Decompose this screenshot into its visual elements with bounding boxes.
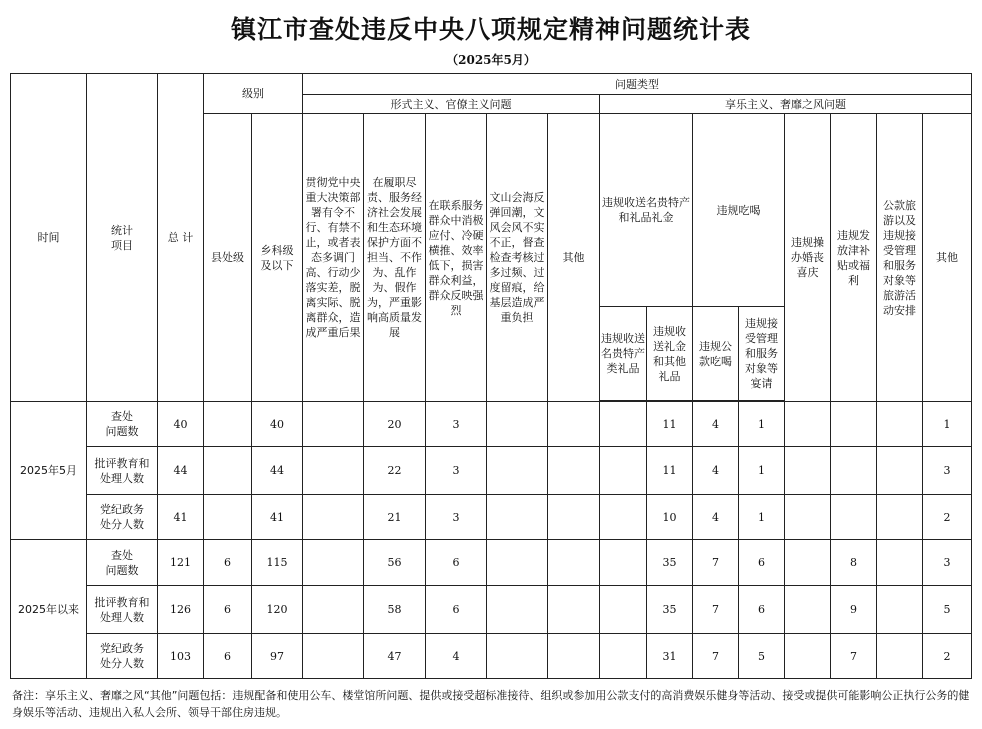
value-cell: 44 xyxy=(158,447,204,495)
value-cell xyxy=(785,447,831,495)
value-cell xyxy=(204,447,252,495)
value-cell xyxy=(877,402,923,447)
value-cell xyxy=(487,540,548,586)
value-cell: 120 xyxy=(252,586,303,634)
value-cell: 7 xyxy=(693,540,739,586)
header-formalism-other: 其他 xyxy=(548,114,600,402)
value-cell: 41 xyxy=(252,495,303,540)
value-cell: 7 xyxy=(693,634,739,679)
row-label: 查处 问题数 xyxy=(87,402,158,447)
row-label: 党纪政务 处分人数 xyxy=(87,634,158,679)
value-cell: 1 xyxy=(739,402,785,447)
header-gift: 违规收送名贵特产和礼品礼金 xyxy=(600,114,693,307)
value-cell: 6 xyxy=(426,586,487,634)
footnote: 备注：享乐主义、奢靡之风“其他”问题包括：违规配备和使用公车、楼堂馆所问题、提供或接受超标准接待、组织或参加用公款支付的高消费娱乐健身等活动、接受或提供可能影响公正执行公务的健身娱乐等活动、违规出入私人会所、领导干部住房违规。 xyxy=(12,689,970,719)
value-cell: 10 xyxy=(647,495,693,540)
header-travel: 公款旅游以及违规接受管理和服务对象等旅游活动安排 xyxy=(877,114,923,402)
value-cell xyxy=(785,540,831,586)
header-eating: 违规吃喝 xyxy=(693,114,785,307)
header-time: 时间 xyxy=(11,74,87,402)
header-county-level: 县处级 xyxy=(204,114,252,402)
value-cell: 6 xyxy=(204,586,252,634)
header-gift-cash: 违规收送礼金和其他礼品 xyxy=(647,307,693,401)
value-cell xyxy=(600,402,647,447)
header-eating-banquet: 违规接受管理和服务对象等宴请 xyxy=(739,307,785,401)
header-formalism: 形式主义、官僚主义问题 xyxy=(303,95,600,114)
value-cell xyxy=(877,634,923,679)
value-cell: 6 xyxy=(739,586,785,634)
value-cell: 8 xyxy=(831,540,877,586)
value-cell xyxy=(303,402,364,447)
table-row xyxy=(11,634,972,679)
value-cell xyxy=(831,447,877,495)
value-cell xyxy=(877,447,923,495)
value-cell: 35 xyxy=(647,586,693,634)
value-cell: 41 xyxy=(158,495,204,540)
value-cell xyxy=(548,495,600,540)
value-cell: 121 xyxy=(158,540,204,586)
value-cell xyxy=(487,495,548,540)
table-row xyxy=(11,586,972,634)
value-cell: 3 xyxy=(923,447,972,495)
row-label: 党纪政务 处分人数 xyxy=(87,495,158,540)
value-cell xyxy=(600,495,647,540)
value-cell: 7 xyxy=(831,634,877,679)
header-item: 统计 项目 xyxy=(87,74,158,402)
table-row xyxy=(11,495,972,540)
value-cell: 2 xyxy=(923,495,972,540)
value-cell xyxy=(487,447,548,495)
header-total: 总 计 xyxy=(158,74,204,402)
value-cell: 3 xyxy=(426,447,487,495)
value-cell: 44 xyxy=(252,447,303,495)
value-cell xyxy=(548,402,600,447)
value-cell: 9 xyxy=(831,586,877,634)
value-cell xyxy=(487,634,548,679)
value-cell: 1 xyxy=(739,447,785,495)
value-cell xyxy=(487,586,548,634)
value-cell: 97 xyxy=(252,634,303,679)
value-cell: 6 xyxy=(426,540,487,586)
value-cell: 115 xyxy=(252,540,303,586)
value-cell xyxy=(785,495,831,540)
value-cell xyxy=(600,447,647,495)
value-cell: 5 xyxy=(739,634,785,679)
value-cell: 3 xyxy=(923,540,972,586)
value-cell xyxy=(785,402,831,447)
value-cell: 3 xyxy=(426,402,487,447)
value-cell xyxy=(487,402,548,447)
value-cell: 2 xyxy=(923,634,972,679)
value-cell xyxy=(548,634,600,679)
value-cell: 20 xyxy=(364,402,426,447)
header-gift-specialty: 违规收送名贵特产类礼品 xyxy=(600,307,647,401)
value-cell xyxy=(877,586,923,634)
header-hedonism: 享乐主义、奢靡之风问题 xyxy=(600,95,972,114)
value-cell xyxy=(303,634,364,679)
value-cell: 6 xyxy=(739,540,785,586)
value-cell xyxy=(600,540,647,586)
row-label: 批评教育和 处理人数 xyxy=(87,447,158,495)
period-cell: 2025年5月 xyxy=(11,402,87,540)
value-cell xyxy=(600,586,647,634)
header-wedding-funeral: 违规操办婚丧喜庆 xyxy=(785,114,831,402)
header-hedonism-other: 其他 xyxy=(923,114,972,402)
value-cell xyxy=(303,540,364,586)
value-cell: 21 xyxy=(364,495,426,540)
value-cell: 35 xyxy=(647,540,693,586)
value-cell: 40 xyxy=(252,402,303,447)
header-eating-public: 违规公款吃喝 xyxy=(693,307,739,401)
value-cell: 6 xyxy=(204,634,252,679)
value-cell: 5 xyxy=(923,586,972,634)
value-cell: 58 xyxy=(364,586,426,634)
row-label: 批评教育和 处理人数 xyxy=(87,586,158,634)
value-cell xyxy=(600,634,647,679)
value-cell: 1 xyxy=(923,402,972,447)
value-cell: 56 xyxy=(364,540,426,586)
value-cell xyxy=(785,634,831,679)
header-problem-type: 问题类型 xyxy=(303,74,972,95)
value-cell xyxy=(303,447,364,495)
value-cell: 126 xyxy=(158,586,204,634)
header-formalism-decisions: 贯彻党中央重大决策部署有令不行、有禁不止，或者表态多调门高、行动少落实差，脱离实际、脱离群众，造成严重后果 xyxy=(303,114,364,402)
page-title: 镇江市查处违反中央八项规定精神问题统计表 xyxy=(230,15,751,44)
value-cell: 22 xyxy=(364,447,426,495)
value-cell: 47 xyxy=(364,634,426,679)
value-cell: 6 xyxy=(204,540,252,586)
row-label: 查处 问题数 xyxy=(87,540,158,586)
value-cell xyxy=(877,540,923,586)
value-cell xyxy=(831,495,877,540)
table-row xyxy=(11,402,972,447)
value-cell: 31 xyxy=(647,634,693,679)
header-township-level: 乡科级 及以下 xyxy=(252,114,303,402)
value-cell: 4 xyxy=(693,495,739,540)
value-cell: 4 xyxy=(426,634,487,679)
value-cell xyxy=(548,586,600,634)
value-cell xyxy=(785,586,831,634)
value-cell xyxy=(877,495,923,540)
value-cell xyxy=(548,540,600,586)
value-cell: 11 xyxy=(647,447,693,495)
value-cell xyxy=(204,495,252,540)
value-cell: 4 xyxy=(693,447,739,495)
value-cell: 40 xyxy=(158,402,204,447)
value-cell: 3 xyxy=(426,495,487,540)
header-subsidy: 违规发放津补贴或福利 xyxy=(831,114,877,402)
header-formalism-duty: 在履职尽责、服务经济社会发展和生态环境保护方面不担当、不作为、乱作为、假作为，严重影响高质量发展 xyxy=(364,114,426,402)
page-subtitle: （2025年5月） xyxy=(446,53,536,67)
value-cell: 11 xyxy=(647,402,693,447)
value-cell xyxy=(831,402,877,447)
value-cell xyxy=(204,402,252,447)
value-cell xyxy=(303,495,364,540)
header-formalism-meetings: 文山会海反弹回潮，文风会风不实不正，督查检查考核过多过频、过度留痕，给基层造成严重负担 xyxy=(487,114,548,402)
period-cell: 2025年以来 xyxy=(11,540,87,679)
value-cell: 1 xyxy=(739,495,785,540)
header-level: 级别 xyxy=(204,74,303,114)
value-cell xyxy=(548,447,600,495)
value-cell: 4 xyxy=(693,402,739,447)
value-cell: 103 xyxy=(158,634,204,679)
value-cell: 7 xyxy=(693,586,739,634)
value-cell xyxy=(303,586,364,634)
table-row xyxy=(11,447,972,495)
statistics-table xyxy=(10,73,972,679)
header-formalism-service: 在联系服务群众中消极应付、冷硬横推、效率低下，损害群众利益，群众反映强烈 xyxy=(426,114,487,402)
table-row xyxy=(11,540,972,586)
